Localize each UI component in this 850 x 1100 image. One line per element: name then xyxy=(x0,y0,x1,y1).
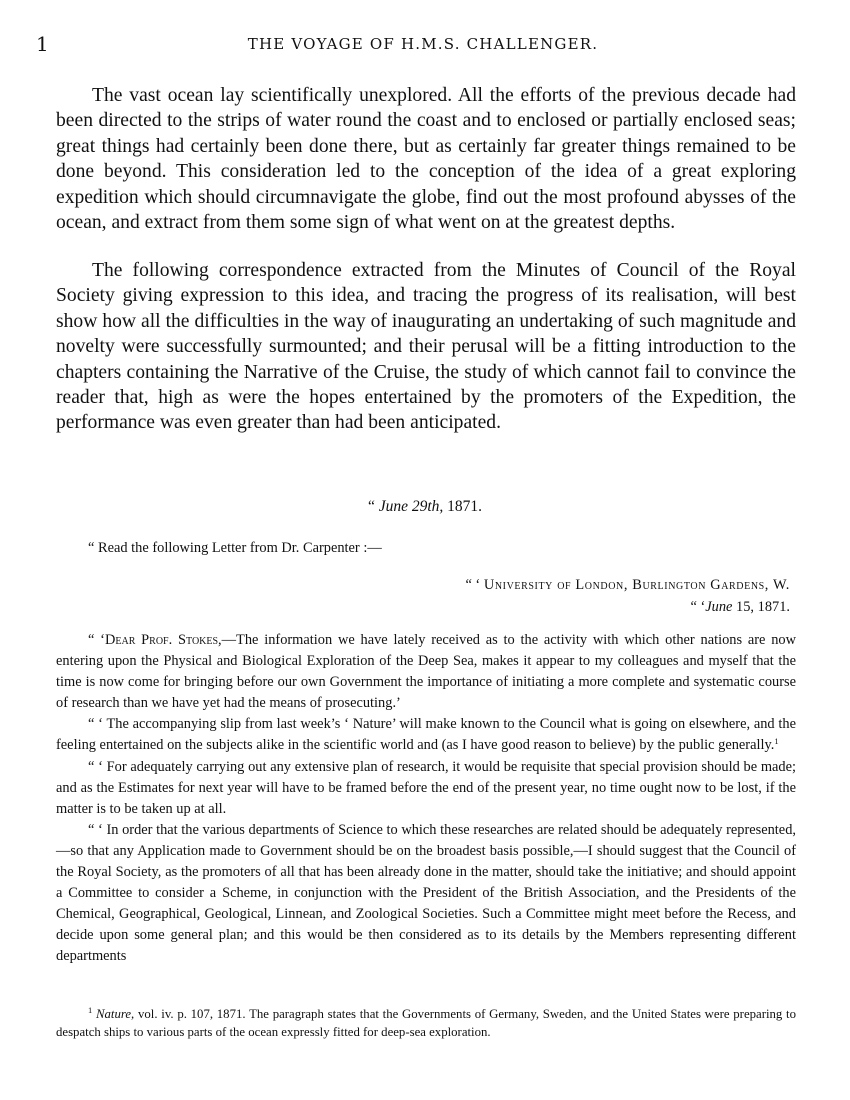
letter-date-month: June xyxy=(705,599,733,615)
page-header xyxy=(36,32,810,58)
body-paragraph-1: The vast ocean lay scientifically unexplored. All the efforts of the previous decade had been directed to the strips of water round the coast and to enclosed or partially enclosed seas; great things had certainly been done there, but as certainly far greater things remained to be done beyond. This consideration led to the conception of the idea of a great exploring expedition which should circumnavigate the globe, find out the most profound abysses of the ocean, and extract from them some sign of what went on at the greatest depths. xyxy=(56,85,796,234)
letter-paragraph-2 xyxy=(56,714,796,756)
footnote-source: Nature, xyxy=(95,1007,135,1021)
salutation-quote: “ ‘ xyxy=(88,632,105,648)
footnote-marker: 1 xyxy=(88,1005,93,1015)
page-number: 1 xyxy=(36,32,49,56)
letter-paragraph-1 xyxy=(56,630,796,714)
letter-paragraph-4: “ ‘ In order that the various departments of Science to which these researches are related should be adequately represented,—so that any Application made to Government should be on the broadest basis possible,—I should suggest that the Council of the Royal Society, as the promoters of all that has been already done in the matter, should take the initiative; and should appoint a Committee to consider a Scheme, in conjunction with the President of the British Association, and the Presidents of the Chemical, Geographical, Geological, Linnean, and Zoological Societies. Such a Committee might meet before the Recess, and decide upon some general plan; and this would be then considered as to its details by the Members representing different departments xyxy=(56,821,796,965)
minutes-date-year: 1871. xyxy=(443,498,483,515)
minutes-date-day: June 29th, xyxy=(378,498,444,515)
letter-address-block xyxy=(465,574,790,618)
letter-address-text: University of London, Burlington Gardens, W. xyxy=(483,577,790,593)
letter-date-quote: “ ‘ xyxy=(690,599,706,615)
letter-body xyxy=(56,630,796,968)
footnote xyxy=(56,1006,796,1041)
footnote-text: vol. iv. p. 107, 1871. The paragraph states that the Governments of Germany, Sweden, and the United States were preparing to despatch ships to various parts of the ocean expressly fitted for deep-sea exploration. xyxy=(56,1007,796,1039)
letter-address-quote: “ ‘ xyxy=(465,577,481,593)
minutes-date xyxy=(0,498,850,516)
letter-paragraph-2-text: “ ‘ The accompanying slip from last week’s ‘ Nature’ will make known to the Council what is going on elsewhere, and the feeling entertained on the subjects alike in the scientific world and (as I have good reason to believe) by the public generally. xyxy=(56,716,796,754)
salutation: Dear Prof. Stokes, xyxy=(104,632,222,648)
minutes-read-line: “ Read the following Letter from Dr. Carpenter :— xyxy=(88,540,382,556)
letter-date-rest: 15, 1871. xyxy=(732,599,790,615)
letter-paragraph-1-text: —The information we have lately received as to the activity with which other nations are now entering upon the Physical and Biological Exploration of the Deep Sea, makes it appear to my colleagues and myself that the time is now come for bringing before our own Government the importance of initiating a more complete and systematic course of research than we have yet had the means of prosecuting.’ xyxy=(56,632,797,712)
letter-paragraph-3: “ ‘ For adequately carrying out any extensive plan of research, it would be requisite that special provision should be made; and as the Estimates for next year will have to be framed before the end of the present year, no time ought now to be lost, if the matter is to be taken up at all. xyxy=(56,758,796,817)
letter-address xyxy=(465,574,790,596)
letter-date xyxy=(465,596,790,618)
running-head: THE VOYAGE OF H.M.S. CHALLENGER. xyxy=(247,35,599,53)
body-paragraph-2: The following correspondence extracted from the Minutes of Council of the Royal Society giving expression to this idea, and tracing the progress of its realisation, will best show how all the difficulties in the way of inaugurating an undertaking of such magnitude and novelty were successfully surmounted; and their perusal will be a fitting introduction to the chapters containing the Narrative of the Cruise, the study of which cannot fail to convince the reader that, high as were the hopes entertained by the promoters of the Expedition, the performance was even greater than had been anticipated. xyxy=(56,260,796,434)
minutes-date-quote: “ xyxy=(367,498,375,515)
footnote-reference: 1 xyxy=(774,736,779,747)
